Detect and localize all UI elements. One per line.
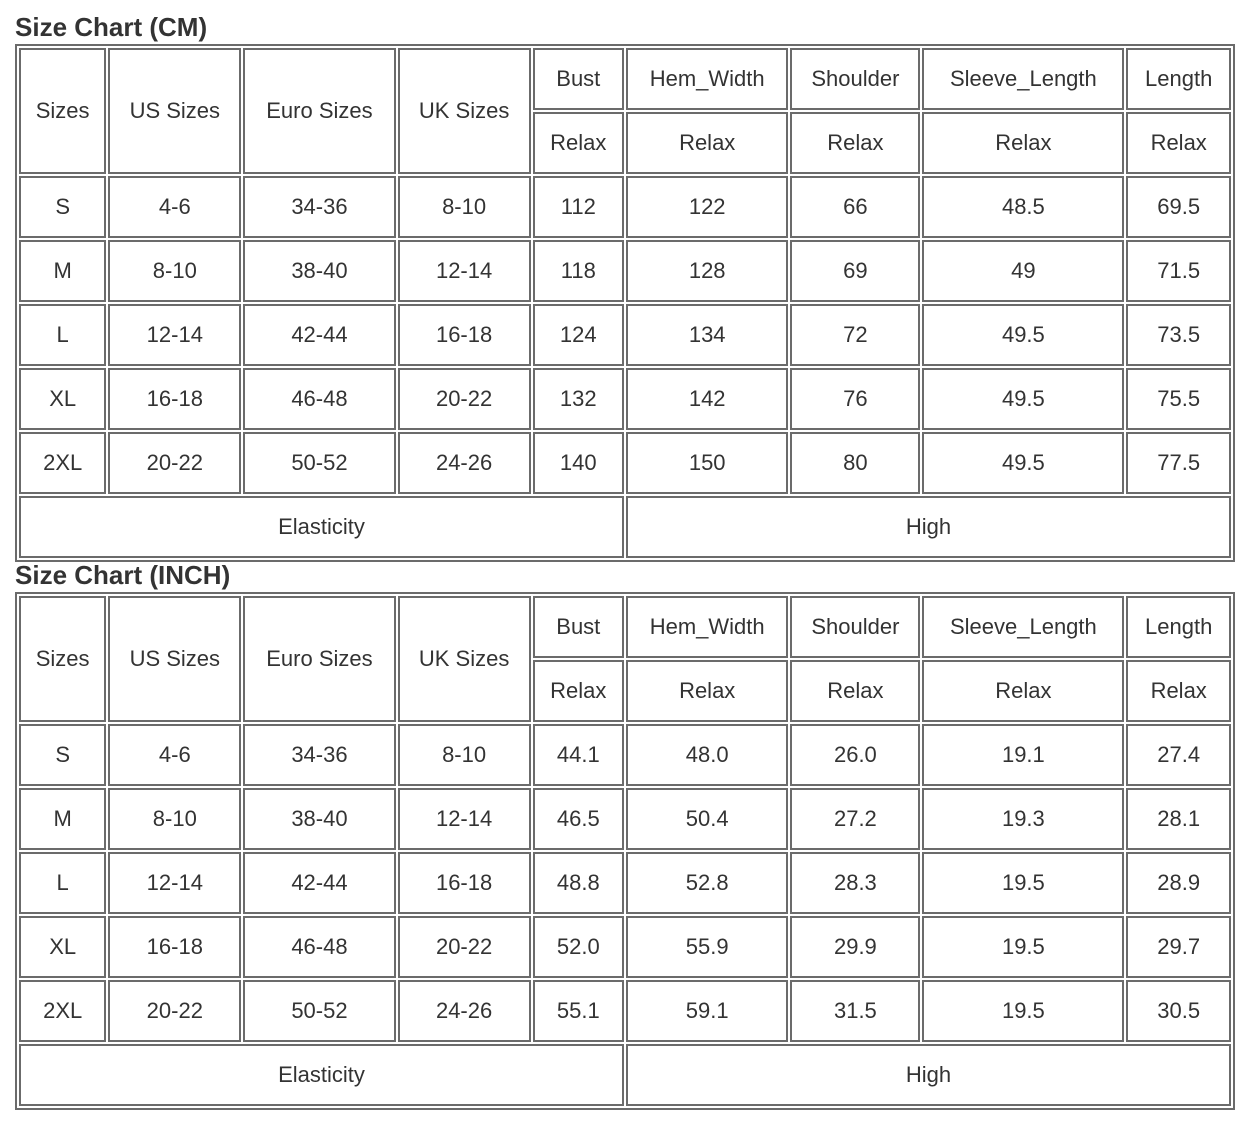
table-cell: 4-6 [108, 176, 241, 238]
table-cell: 28.3 [790, 852, 920, 914]
header-uk-sizes: UK Sizes [398, 596, 531, 722]
table-cell: 20-22 [108, 432, 241, 494]
table-cell: 42-44 [243, 852, 395, 914]
table-row [19, 852, 1231, 914]
table-row [19, 724, 1231, 786]
header-bust: Bust [533, 48, 624, 110]
table-cell: 16-18 [398, 304, 531, 366]
table-cell: 132 [533, 368, 624, 430]
table-cell: 29.7 [1126, 916, 1231, 978]
header-row [19, 48, 1231, 110]
table-cell: 49 [922, 240, 1124, 302]
table-cell: 8-10 [108, 788, 241, 850]
table-row [19, 980, 1231, 1042]
fit-cell: Relax [533, 112, 624, 174]
table-cell: 27.4 [1126, 724, 1231, 786]
header-euro-sizes: Euro Sizes [243, 596, 395, 722]
table-cell: 124 [533, 304, 624, 366]
table-row [19, 916, 1231, 978]
table-cell: 42-44 [243, 304, 395, 366]
table-cell: 48.8 [533, 852, 624, 914]
table-cell: 128 [626, 240, 788, 302]
elasticity-label: Elasticity [19, 1044, 624, 1106]
size-chart-cm [15, 10, 1235, 562]
table-cell: 75.5 [1126, 368, 1231, 430]
table-cell: 2XL [19, 980, 106, 1042]
table-cell: 50.4 [626, 788, 788, 850]
table-cell: 55.9 [626, 916, 788, 978]
table-cell: 12-14 [108, 852, 241, 914]
table-cell: 24-26 [398, 432, 531, 494]
table-cell: 52.0 [533, 916, 624, 978]
table-row [19, 432, 1231, 494]
table-cell: L [19, 304, 106, 366]
fit-cell: Relax [922, 660, 1124, 722]
table-cell: 38-40 [243, 788, 395, 850]
header-sleeve-length: Sleeve_Length [922, 48, 1124, 110]
header-euro-sizes: Euro Sizes [243, 48, 395, 174]
table-cell: 69 [790, 240, 920, 302]
table-cell: 134 [626, 304, 788, 366]
fit-cell: Relax [1126, 112, 1231, 174]
table-cell: 12-14 [398, 240, 531, 302]
table-cell: XL [19, 916, 106, 978]
table-cell: S [19, 724, 106, 786]
table-cell: S [19, 176, 106, 238]
footer-row [19, 496, 1231, 558]
table-cell: 55.1 [533, 980, 624, 1042]
table-cell: 24-26 [398, 980, 531, 1042]
table-cell: 118 [533, 240, 624, 302]
table-cell: 31.5 [790, 980, 920, 1042]
table-cell: 19.1 [922, 724, 1124, 786]
table-cell: 49.5 [922, 432, 1124, 494]
fit-cell: Relax [790, 112, 920, 174]
table-cell: 19.5 [922, 980, 1124, 1042]
size-table [15, 592, 1235, 1110]
table-row [19, 240, 1231, 302]
table-cell: 52.8 [626, 852, 788, 914]
fit-cell: Relax [533, 660, 624, 722]
fit-cell: Relax [790, 660, 920, 722]
header-bust: Bust [533, 596, 624, 658]
table-cell: 46-48 [243, 916, 395, 978]
elasticity-label: Elasticity [19, 496, 624, 558]
table-cell: 140 [533, 432, 624, 494]
table-cell: M [19, 240, 106, 302]
table-cell: 19.5 [922, 852, 1124, 914]
table-cell: 8-10 [398, 724, 531, 786]
table-cell: 80 [790, 432, 920, 494]
table-cell: 50-52 [243, 980, 395, 1042]
table-cell: 72 [790, 304, 920, 366]
fit-cell: Relax [626, 660, 788, 722]
table-cell: 150 [626, 432, 788, 494]
table-cell: 27.2 [790, 788, 920, 850]
table-cell: 34-36 [243, 176, 395, 238]
table-cell: 8-10 [398, 176, 531, 238]
header-us-sizes: US Sizes [108, 596, 241, 722]
chart-title: Size Chart (CM) [15, 12, 208, 42]
table-cell: 73.5 [1126, 304, 1231, 366]
header-hem-width: Hem_Width [626, 596, 788, 658]
fit-cell: Relax [922, 112, 1124, 174]
header-sleeve-length: Sleeve_Length [922, 596, 1124, 658]
table-cell: 20-22 [108, 980, 241, 1042]
table-cell: 20-22 [398, 916, 531, 978]
table-cell: 28.1 [1126, 788, 1231, 850]
table-cell: 2XL [19, 432, 106, 494]
table-cell: 28.9 [1126, 852, 1231, 914]
table-row [19, 788, 1231, 850]
elasticity-value: High [626, 496, 1231, 558]
footer-row [19, 1044, 1231, 1106]
table-cell: 19.3 [922, 788, 1124, 850]
elasticity-value: High [626, 1044, 1231, 1106]
table-cell: 19.5 [922, 916, 1124, 978]
table-cell: 16-18 [108, 368, 241, 430]
table-cell: 16-18 [398, 852, 531, 914]
table-cell: M [19, 788, 106, 850]
header-us-sizes: US Sizes [108, 48, 241, 174]
table-cell: 12-14 [398, 788, 531, 850]
table-cell: 46-48 [243, 368, 395, 430]
table-cell: 48.0 [626, 724, 788, 786]
chart-title: Size Chart (INCH) [15, 560, 231, 590]
table-cell: 59.1 [626, 980, 788, 1042]
table-cell: 69.5 [1126, 176, 1231, 238]
table-cell: 50-52 [243, 432, 395, 494]
table-cell: 29.9 [790, 916, 920, 978]
table-cell: 49.5 [922, 368, 1124, 430]
table-cell: XL [19, 368, 106, 430]
table-cell: 20-22 [398, 368, 531, 430]
header-sizes: Sizes [19, 596, 106, 722]
table-row [19, 304, 1231, 366]
header-shoulder: Shoulder [790, 596, 920, 658]
header-uk-sizes: UK Sizes [398, 48, 531, 174]
table-cell: 30.5 [1126, 980, 1231, 1042]
table-cell: 71.5 [1126, 240, 1231, 302]
header-shoulder: Shoulder [790, 48, 920, 110]
table-cell: 112 [533, 176, 624, 238]
size-chart-inch [15, 558, 1235, 1110]
table-cell: 66 [790, 176, 920, 238]
table-cell: 76 [790, 368, 920, 430]
table-cell: 16-18 [108, 916, 241, 978]
table-cell: 34-36 [243, 724, 395, 786]
header-sizes: Sizes [19, 48, 106, 174]
table-cell: 44.1 [533, 724, 624, 786]
table-cell: 38-40 [243, 240, 395, 302]
fit-cell: Relax [626, 112, 788, 174]
fit-cell: Relax [1126, 660, 1231, 722]
table-cell: 8-10 [108, 240, 241, 302]
header-length: Length [1126, 596, 1231, 658]
table-cell: 46.5 [533, 788, 624, 850]
header-length: Length [1126, 48, 1231, 110]
table-cell: 12-14 [108, 304, 241, 366]
table-cell: 77.5 [1126, 432, 1231, 494]
table-cell: 48.5 [922, 176, 1124, 238]
table-cell: 26.0 [790, 724, 920, 786]
header-hem-width: Hem_Width [626, 48, 788, 110]
table-cell: 122 [626, 176, 788, 238]
table-cell: 4-6 [108, 724, 241, 786]
size-table [15, 44, 1235, 562]
table-cell: 142 [626, 368, 788, 430]
table-cell: 49.5 [922, 304, 1124, 366]
table-row [19, 176, 1231, 238]
table-cell: L [19, 852, 106, 914]
header-row [19, 596, 1231, 658]
table-row [19, 368, 1231, 430]
